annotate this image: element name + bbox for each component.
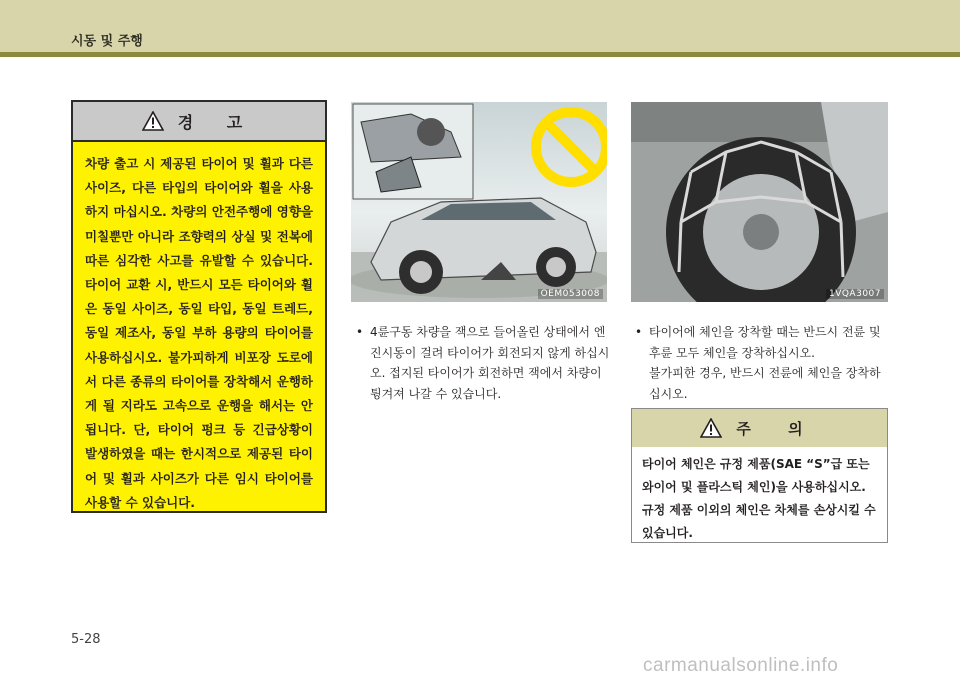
tire-chain-illustration (631, 102, 888, 302)
bullet-text-2: 불가피한 경우, 반드시 전륜에 체인을 장착하십시오. (649, 366, 881, 401)
bullet-text: 4륜구동 차량을 잭으로 들어올린 상태에서 엔진시동이 걸려 타이어가 회전되지 않게 하십시오. 접지된 타이어가 회전하면 잭에서 차량이 튕겨져 나갈 수 있습니다. (370, 325, 610, 401)
warning-text: 차량 출고 시 제공된 타이어 및 휠과 다른 사이즈, 다른 타입의 타이어와 휠을 사용하지 마십시오. 차량의 안전주행에 영향을 미칠뿐만 아니라 조향력의 상실 및 전복에 따른 심각한 사고를 유발할 수 있습니다. 타이어 교환 시, 반드시 모든 타이어와 휠은 동일 사이즈, 동일 타입, 동일 트레드, 동일 제조사, 동일 부하 용량의 타이어를 사용하십시오. 불가피하게 비포장 도로에서 다른 종류의 타이어를 장착해서 운행하게 될 지라도 고속으로 운행을 해서는 안됩니다. 단, 타이어 펑크 등 긴급상황이 발생하였을 때는 한시적으로 제공된 타이어 및 휠과 사이즈가 다른 임시 타이어를 사용할 수 있습니다. (85, 156, 313, 510)
watermark: carmanualsonline.info (643, 655, 839, 676)
bullet-marker: • (356, 325, 364, 339)
jack-car-photo (351, 102, 607, 302)
warning-box (71, 100, 327, 513)
warning-triangle-icon (142, 111, 164, 131)
tire-chain-photo (631, 102, 888, 302)
caution-heading: 주 의 (736, 419, 819, 438)
section-title: 시동 및 주행 (71, 34, 143, 49)
warning-triangle-icon (700, 418, 722, 438)
caution-text: 타이어 체인은 규정 제품(SAE “S”급 또는 와이어 및 플라스틱 체인)을 사용하십시오. 규정 제품 이외의 체인은 차체를 손상시킬 수 있습니다. (642, 457, 876, 540)
warning-heading: 경 고 (177, 112, 257, 132)
warning-header (73, 102, 325, 142)
photo-code: OEM053008 (538, 289, 603, 299)
caution-box (631, 408, 888, 543)
page-number: 5-28 (71, 632, 101, 647)
jack-bullet (356, 322, 612, 404)
car-on-jack-illustration (351, 102, 607, 302)
bullet-text: 타이어에 체인을 장착할 때는 반드시 전륜 및 후륜 모두 체인을 장착하십시오. (649, 325, 881, 360)
header-rule (0, 52, 960, 57)
chain-bullet (635, 322, 891, 404)
bullet-marker: • (635, 325, 643, 339)
no-entry-sign-icon (536, 112, 606, 182)
photo-code: 1VQA3007 (826, 289, 884, 299)
caution-header (632, 409, 887, 447)
page-header (0, 0, 960, 52)
